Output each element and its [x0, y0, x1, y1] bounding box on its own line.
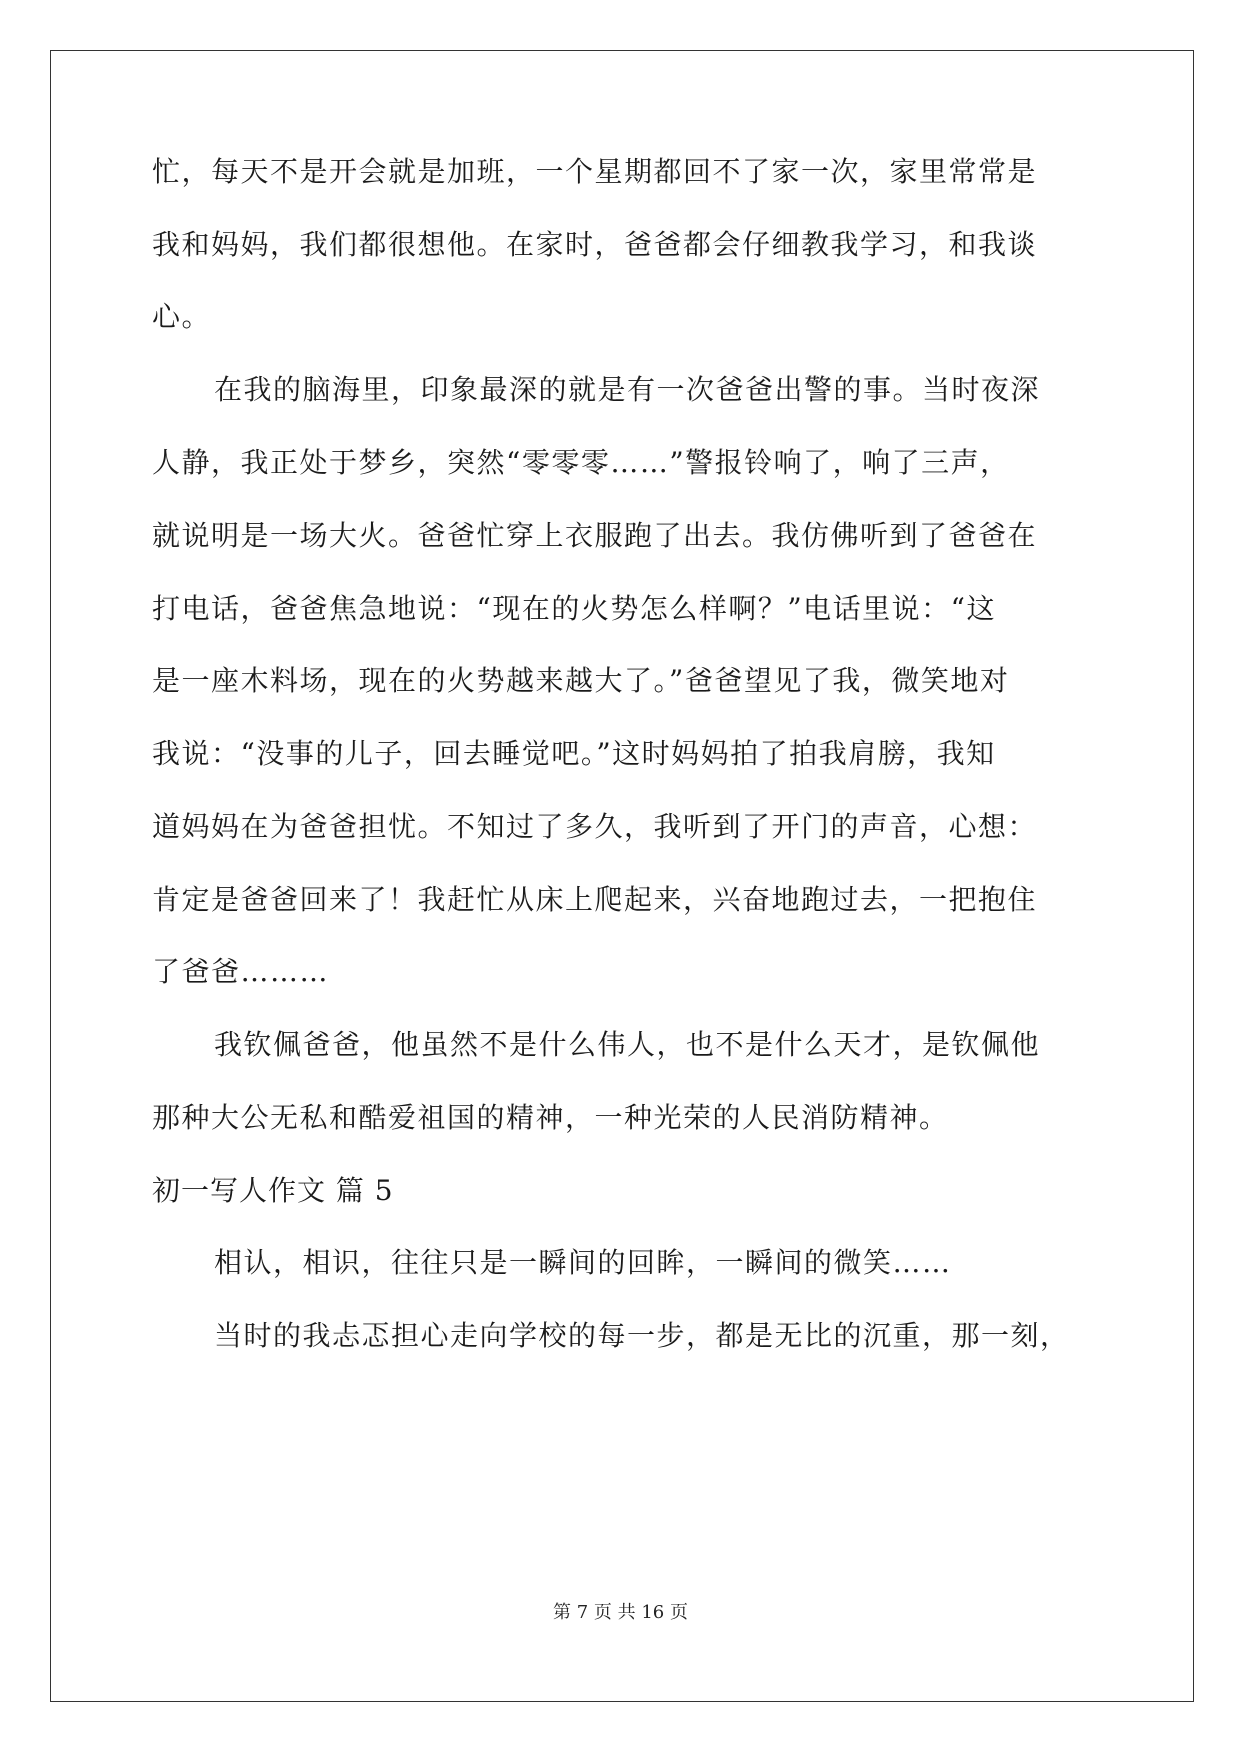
paragraph-line: 当时的我忐忑担心走向学校的每一步，都是无比的沉重，那一刻，	[214, 1319, 1070, 1352]
paragraph-line: 是一座木料场，现在的火势越来越大了。”爸爸望见了我，微笑地对	[152, 664, 1010, 697]
paragraph-line: 了爸爸………	[152, 955, 330, 988]
paragraph-line: 我说：“没事的儿子，回去睡觉吧。”这时妈妈拍了拍我肩膀，我知	[152, 737, 996, 770]
paragraph-line: 人静，我正处于梦乡，突然“零零零……”警报铃响了，响了三声，	[152, 446, 1010, 479]
page-border	[50, 50, 1194, 1702]
paragraph-line: 相认，相识，往往只是一瞬间的回眸，一瞬间的微笑……	[214, 1246, 952, 1279]
paragraph-line: 我和妈妈，我们都很想他。在家时，爸爸都会仔细教我学习，和我谈	[152, 228, 1038, 261]
paragraph-line: 我钦佩爸爸，他虽然不是什么伟人，也不是什么天才，是钦佩他	[214, 1028, 1041, 1061]
paragraph-line: 道妈妈在为爸爸担忧。不知过了多久，我听到了开门的声音，心想：	[152, 810, 1038, 843]
section-heading: 初一写人作文 篇 5	[152, 1174, 394, 1207]
paragraph-line: 肯定是爸爸回来了！我赶忙从床上爬起来，兴奋地跑过去，一把抱住	[152, 883, 1038, 916]
paragraph-line: 忙，每天不是开会就是加班，一个星期都回不了家一次，家里常常是	[152, 155, 1038, 188]
page-number: 第 7 页 共 16 页	[553, 1602, 688, 1623]
paragraph-line: 那种大公无私和酷爱祖国的精神，一种光荣的人民消防精神。	[152, 1101, 949, 1134]
paragraph-line: 就说明是一场大火。爸爸忙穿上衣服跑了出去。我仿佛听到了爸爸在	[152, 519, 1038, 552]
paragraph-line: 心。	[152, 300, 212, 333]
paragraph-line: 在我的脑海里，印象最深的就是有一次爸爸出警的事。当时夜深	[214, 373, 1041, 406]
paragraph-line: 打电话，爸爸焦急地说：“现在的火势怎么样啊？”电话里说：“这	[152, 592, 996, 625]
